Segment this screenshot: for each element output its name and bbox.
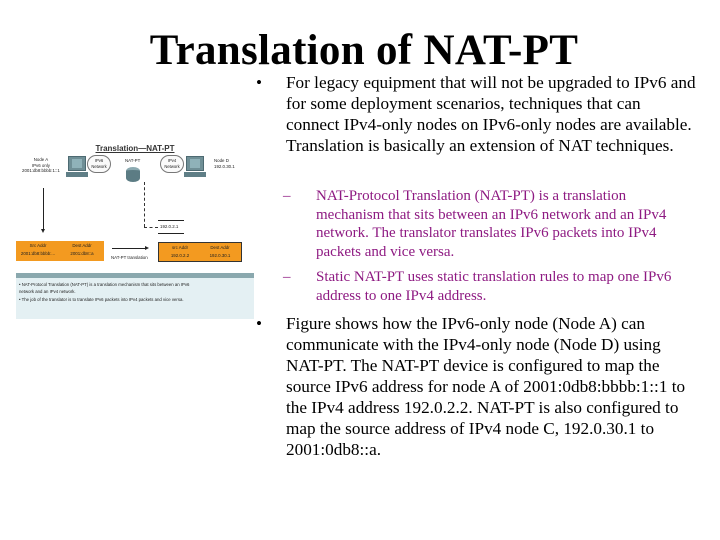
sub-bullet-marker: – bbox=[283, 188, 291, 204]
router-link-line-h bbox=[144, 227, 158, 228]
ipv4-packet-header bbox=[158, 242, 242, 262]
node-d-name: Node D bbox=[214, 158, 229, 163]
caption-line: • NAT-Protocol Translation (NAT-PT) is a translation mechanism that sits between an IPv6 bbox=[19, 282, 190, 287]
ipv4-cloud-sublabel: Network bbox=[164, 164, 180, 169]
router-link-line bbox=[144, 182, 145, 227]
right-arrow-icon bbox=[112, 248, 146, 249]
src-addr-value: 192.0.2.2 bbox=[170, 253, 190, 258]
ipv4-network-cloud-icon bbox=[160, 155, 184, 173]
bullet-text: Figure shows how the IPv6-only node (Node A) can communicate with the IPv4-only node (Node D) using NAT-PT. The NAT-PT device is configured to map the source IPv6 address for node A of 2001:0db8:bbbb:1::1 to the IPv4 address 192.0.2.2. NAT-PT is also configured to map the source address of IPv4 node C, 192.0.30.1 to 2001:0db8::a. bbox=[286, 314, 686, 459]
dst-addr-header: Dest Addr bbox=[210, 245, 230, 250]
ipv6-packet-header bbox=[16, 241, 104, 261]
src-addr-value: 2001:db8:bbbb:... bbox=[20, 251, 56, 256]
ipv6-cloud-sublabel: Network bbox=[91, 164, 107, 169]
nat-pt-diagram bbox=[16, 140, 254, 322]
node-a-type: IPv6 only bbox=[31, 162, 50, 168]
addr-overline bbox=[158, 220, 184, 221]
dst-addr-value: 192.0.30.1 bbox=[209, 253, 231, 258]
src-addr-header: src Addr bbox=[171, 245, 189, 250]
caption-line: • The job of the translator is to translate IPv6 packets into IPv4 packets and vice versa. bbox=[19, 297, 184, 302]
ipv4-cloud-label: IPv4 bbox=[167, 158, 177, 163]
node-a-label bbox=[22, 157, 60, 174]
sub-bullet-marker: – bbox=[283, 269, 291, 285]
translation-label: NAT-PT translation bbox=[111, 255, 148, 260]
bullet-marker: • bbox=[256, 314, 263, 333]
bullet-text: For legacy equipment that will not be upgraded to IPv6 and for some deployment scenarios, techniques that can connect IPv4-only nodes on IPv6-only nodes are available. Translation is basically an extension of NAT techniques. bbox=[286, 73, 696, 155]
router-icon bbox=[126, 167, 140, 182]
node-d-label bbox=[214, 158, 235, 169]
nat-pt-router-label: NAT-PT bbox=[125, 158, 141, 163]
slide-title: Translation of NAT-PT bbox=[149, 27, 579, 74]
dst-addr-value: 2001:db8::a bbox=[70, 251, 94, 256]
sub-bullet-text: NAT-Protocol Translation (NAT-PT) is a translation mechanism that sits between an IPv6 network and an IPv4 network. The translator translates IPv6 packets into IPv4 packets and vice versa. bbox=[316, 188, 667, 260]
ipv6-network-cloud-icon bbox=[87, 155, 111, 173]
dst-addr-header: Dest Addr bbox=[72, 243, 92, 248]
node-a-name: Node A bbox=[33, 157, 49, 162]
router-address: 192.0.2.1 bbox=[160, 224, 179, 229]
diagram-caption bbox=[16, 273, 254, 319]
node-a-address: 2001:db8:bbbb:1::1 bbox=[22, 168, 60, 173]
src-addr-header: Src Addr bbox=[29, 243, 47, 248]
node-d-computer-icon bbox=[186, 156, 204, 178]
diagram-title: Translation—NAT-PT bbox=[95, 144, 175, 153]
caption-line: network and an IPv4 network. bbox=[19, 289, 76, 294]
down-arrow-icon bbox=[43, 188, 44, 230]
node-a-computer-icon bbox=[68, 156, 86, 178]
bullet-marker: • bbox=[256, 73, 263, 92]
addr-underline bbox=[158, 233, 184, 234]
ipv6-cloud-label: IPv6 bbox=[94, 158, 104, 163]
sub-bullet-text: Static NAT-PT uses static translation rules to map one IPv6 address to one IPv4 address. bbox=[316, 269, 672, 304]
node-d-address: 192.0.30.1 bbox=[214, 163, 235, 169]
